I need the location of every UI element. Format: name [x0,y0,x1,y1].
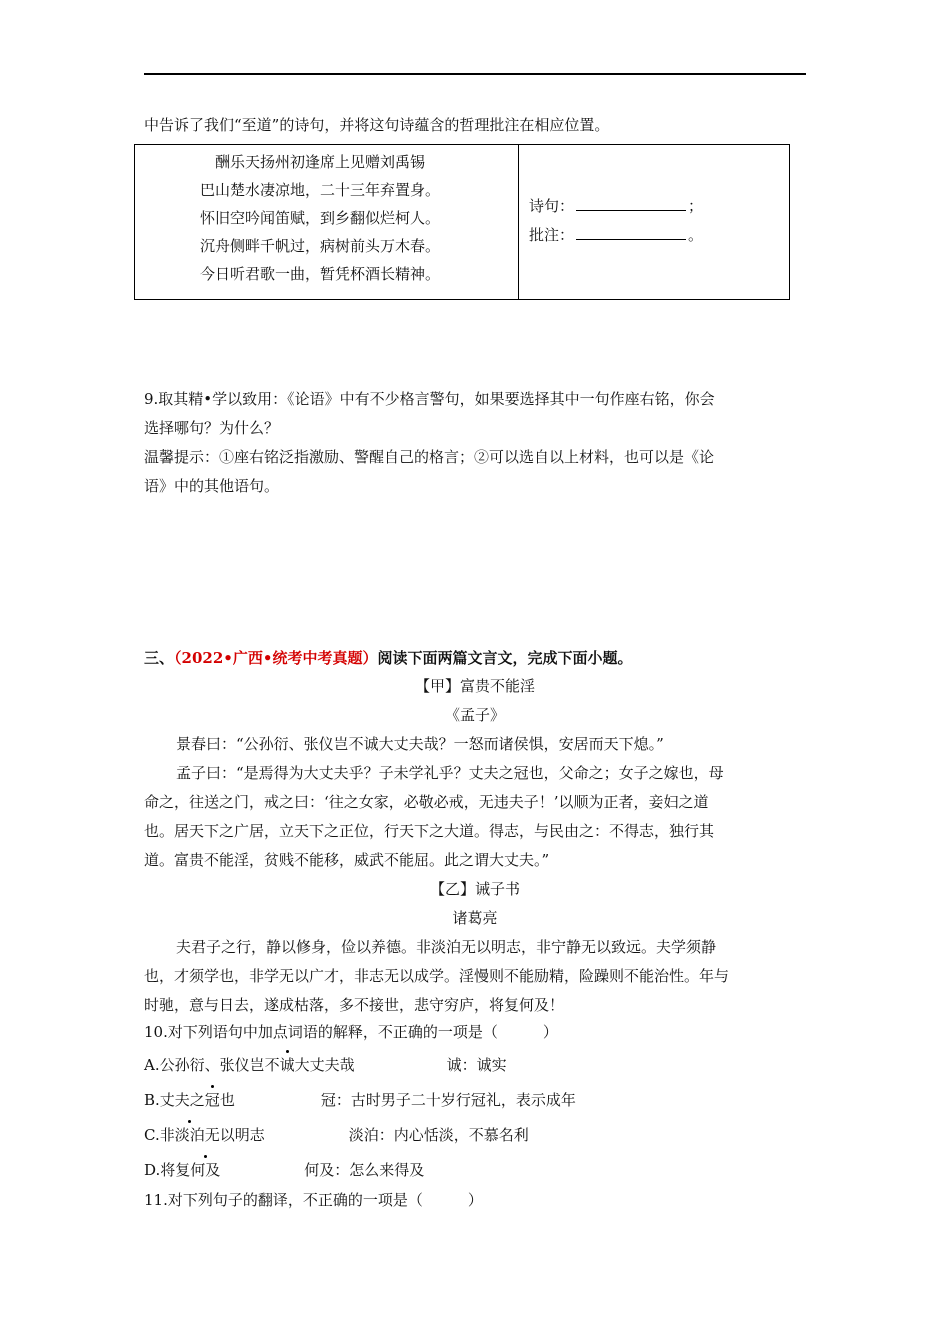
note-end: 。 [688,226,704,244]
option-gloss: 诚：诚实 [446,1056,507,1074]
option-text: 也 [219,1091,235,1109]
poem-line: 巴山楚水凄凉地，二十三年弃置身。 [199,181,440,199]
header-rule [144,73,806,75]
option-gloss: 冠：古时男子二十岁行冠礼，表示成年 [320,1091,576,1109]
poem-line: 怀旧空吟闻笛赋，到乡翻似烂柯人。 [199,209,440,227]
text-b-line: 也，才须学也，非学无以广才，非志无以成学。淫慢则不能励精，险躁则不能治性。年与 [144,967,730,985]
text-a-line: 景春曰：“公孙衍、张仪岂不诚大丈夫哉？一怒而诸侯惧，安居而天下熄。” [176,735,664,753]
verse-field [529,195,703,217]
text-b-line: 夫君子之行，静以修身，俭以养德。非淡泊无以明志，非宁静无以致远。夫学须静 [176,938,717,956]
q10-option-b[interactable] [144,1089,576,1111]
note-label: 批注： [529,226,575,244]
dotted-word: 冠 [204,1091,220,1109]
option-gloss: 淡泊：内心恬淡，不慕名利 [348,1126,529,1144]
text-b-title: 【乙】诫子书 [429,880,520,898]
text-a-author: 《孟子》 [444,706,505,724]
text-a-line: 孟子曰：“是焉得为大丈夫乎？子未学礼乎？丈夫之冠也，父命之；女子之嫁也，母 [176,764,724,782]
text-a-title: 【甲】富贵不能淫 [414,677,535,695]
q9-hint: 温馨提示：①座右铭泛指激励、警醒自己的格言；②可以选自以上材料，也可以是《论 [144,448,715,466]
section-instruction: 阅读下面两篇文言文，完成下面小题。 [377,649,633,667]
text-b-author: 诸葛亮 [452,909,498,927]
option-text: D.将复 [144,1161,191,1179]
section3-heading [144,647,632,669]
poem-line: 沉舟侧畔千帆过，病树前头万木春。 [199,237,440,255]
option-text: 无以明志 [204,1126,265,1144]
dotted-word: 淡泊 [174,1126,205,1144]
text-b-line: 时驰，意与日去，遂成枯落，多不接世，悲守穷庐，将复何及！ [144,996,565,1014]
q10-stem: 10.对下列语句中加点词语的解释，不正确的一项是（ ） [144,1023,558,1041]
poem-title: 酬乐天扬州初逢席上见赠刘禹锡 [214,153,425,171]
poem-line: 今日听君歌一曲，暂凭杯酒长精神。 [199,265,440,283]
option-text: 大丈夫哉 [294,1056,355,1074]
option-text: A.公孙衍、张仪岂不 [144,1056,280,1074]
dotted-word: 诚 [279,1056,295,1074]
section-number: 三、 [144,649,175,667]
note-field [529,224,703,246]
q10-option-d[interactable] [144,1159,424,1181]
verse-label: 诗句： [529,197,575,215]
answer-cell [519,145,789,299]
q9-line: 选择哪句？为什么？ [144,419,280,437]
intro-line: 中告诉了我们“至道”的诗句，并将这句诗蕴含的哲理批注在相应位置。 [144,116,610,134]
q9-line: 9.取其精•学以致用：《论语》中有不少格言警句，如果要选择其中一句作座右铭，你会 [144,390,715,408]
option-text: B.丈夫之 [144,1091,205,1109]
note-blank[interactable] [576,225,686,240]
verse-end: ； [688,197,704,215]
text-a-line: 道。富贵不能淫，贫贱不能移，威武不能屈。此之谓大丈夫。” [144,851,550,869]
q10-option-c[interactable] [144,1124,529,1146]
dotted-word: 何及 [190,1161,221,1179]
q9-hint: 语》中的其他语句。 [144,477,280,495]
verse-blank[interactable] [576,196,686,211]
option-gloss: 何及：怎么来得及 [304,1161,425,1179]
option-text: C.非 [144,1126,175,1144]
poem-table [134,144,790,300]
text-a-line: 也。居天下之广居，立天下之正位，行天下之大道。得志，与民由之：不得志，独行其 [144,822,715,840]
poem-cell [135,145,518,299]
q10-option-a[interactable] [144,1054,507,1076]
source-tag: （2022•广西•统考中考真题） [174,649,378,667]
text-a-line: 命之，往送之门，戒之曰：‘往之女家，必敬必戒，无违夫子！’以顺为正者，妾妇之道 [144,793,709,811]
q11-stem: 11.对下列句子的翻译，不正确的一项是（ ） [144,1191,483,1209]
